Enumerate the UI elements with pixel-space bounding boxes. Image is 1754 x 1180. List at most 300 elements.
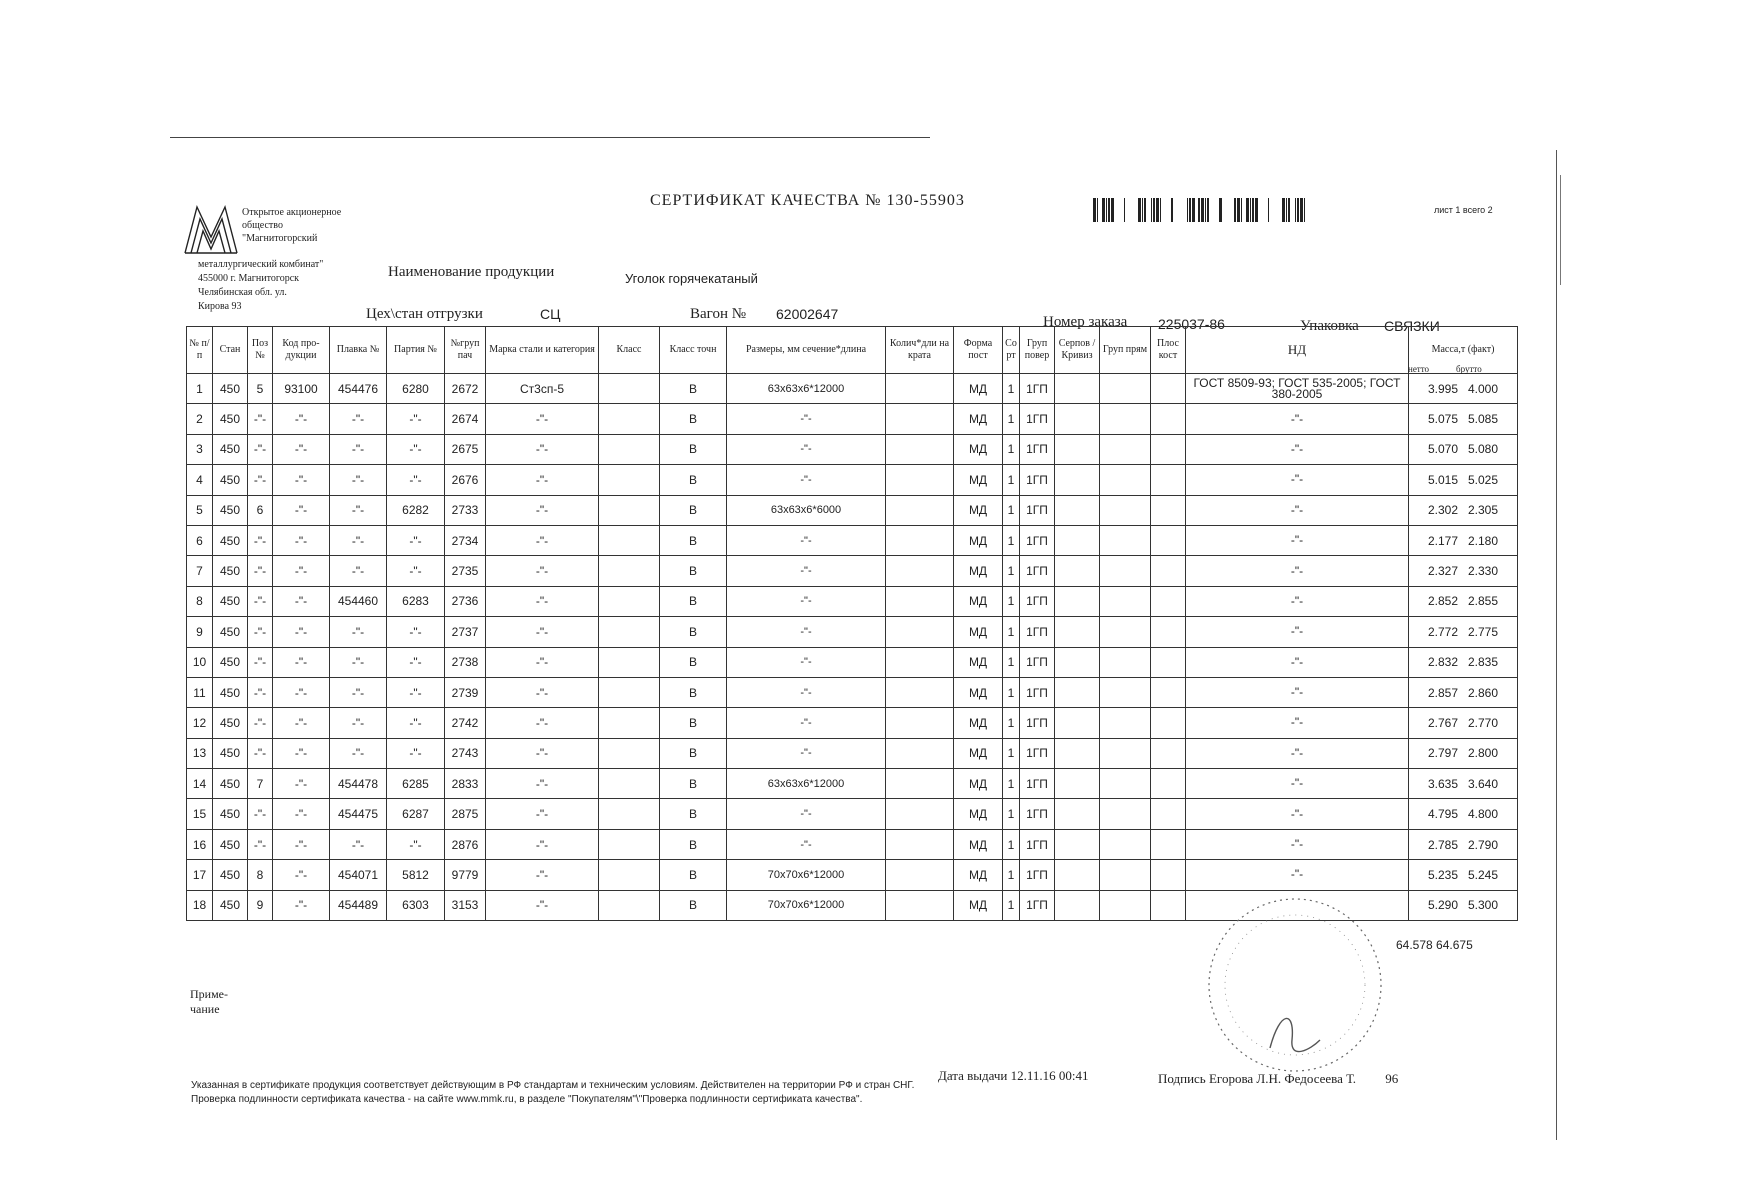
col-header: Груп прям xyxy=(1100,327,1151,374)
cell-camber xyxy=(1055,829,1100,859)
col-header: Код про-дукции xyxy=(273,327,330,374)
table-row xyxy=(187,556,1518,586)
table-row xyxy=(187,829,1518,859)
cell-accuracy-class: В xyxy=(660,495,727,525)
barcode-bar xyxy=(1144,198,1146,222)
cell-camber xyxy=(1055,890,1100,920)
cell-heat-number: -"- xyxy=(330,708,387,738)
mass-net: 2.772 xyxy=(1427,624,1458,639)
cell-position: 7 xyxy=(248,769,273,799)
cell-product-code: -"- xyxy=(273,799,330,829)
cell-standard: -"- xyxy=(1186,860,1409,890)
cell-mill: 450 xyxy=(213,556,248,586)
cell-steel-grade: -"- xyxy=(486,799,599,829)
cell-product-code: -"- xyxy=(273,495,330,525)
mass-net: 2.327 xyxy=(1427,564,1458,579)
cell-product-code: -"- xyxy=(273,769,330,799)
cell-grade: 1 xyxy=(1003,769,1020,799)
cell-grade: 1 xyxy=(1003,617,1020,647)
barcode-bar xyxy=(1153,198,1155,222)
cell-surface-group: 1ГП xyxy=(1020,374,1055,404)
table-row xyxy=(187,647,1518,677)
cell-batch-number: 5812 xyxy=(387,860,445,890)
table-row xyxy=(187,525,1518,555)
cell-standard: -"- xyxy=(1186,465,1409,495)
cell-mill: 450 xyxy=(213,738,248,768)
cell-flatness xyxy=(1151,586,1186,616)
cell-straightness xyxy=(1100,860,1151,890)
cell-mass xyxy=(1409,799,1518,829)
cell-standard: -"- xyxy=(1186,495,1409,525)
wagon-value-text: 62002647 xyxy=(776,306,839,322)
cell-mill: 450 xyxy=(213,860,248,890)
mass-net: 2.857 xyxy=(1427,685,1458,700)
cell-product-code: -"- xyxy=(273,617,330,647)
barcode-bar xyxy=(1205,198,1206,222)
col-header: Масса,т (факт) xyxy=(1409,327,1518,374)
table-row xyxy=(187,677,1518,707)
cell-product-code: -"- xyxy=(273,586,330,616)
table-row xyxy=(187,708,1518,738)
cell-class xyxy=(599,829,660,859)
cell-accuracy-class: В xyxy=(660,404,727,434)
barcode-bar xyxy=(1237,198,1240,222)
cell-row-number: 9 xyxy=(187,617,213,647)
mass-net-label: нетто xyxy=(1408,364,1430,374)
cell-camber xyxy=(1055,738,1100,768)
mass-net: 5.070 xyxy=(1427,442,1458,457)
cell-quantity-length xyxy=(886,860,954,890)
cell-product-code: -"- xyxy=(273,525,330,555)
cell-quantity-length xyxy=(886,769,954,799)
cell-position: -"- xyxy=(248,525,273,555)
cell-standard: -"- xyxy=(1186,769,1409,799)
cell-steel-grade: Ст3сп-5 xyxy=(486,374,599,404)
totals xyxy=(1396,938,1473,952)
cell-accuracy-class: В xyxy=(660,769,727,799)
cell-batch-number: 6287 xyxy=(387,799,445,829)
barcode-icon xyxy=(1093,198,1313,222)
cell-mill: 450 xyxy=(213,525,248,555)
pack-value-text: СВЯЗКИ xyxy=(1384,318,1440,334)
table-row xyxy=(187,769,1518,799)
org-line: общество xyxy=(242,220,283,231)
cell-grade: 1 xyxy=(1003,829,1020,859)
mass-gross: 5.245 xyxy=(1468,867,1499,882)
cell-standard: -"- xyxy=(1186,556,1409,586)
cell-flatness xyxy=(1151,495,1186,525)
product-label: Наименование продукции xyxy=(388,264,555,280)
cell-grade: 1 xyxy=(1003,738,1020,768)
cell-mass xyxy=(1409,677,1518,707)
cell-standard: -"- xyxy=(1186,617,1409,647)
col-header: № п/п xyxy=(187,327,213,374)
cell-camber xyxy=(1055,617,1100,647)
cell-heat-number: 454460 xyxy=(330,586,387,616)
cell-quantity-length xyxy=(886,465,954,495)
cell-steel-grade: -"- xyxy=(486,738,599,768)
mass-gross: 2.790 xyxy=(1468,837,1499,852)
cell-straightness xyxy=(1100,495,1151,525)
cell-flatness xyxy=(1151,617,1186,647)
cell-grade: 1 xyxy=(1003,465,1020,495)
cell-batch-number: -"- xyxy=(387,647,445,677)
barcode-bar xyxy=(1295,198,1296,222)
cell-straightness xyxy=(1100,586,1151,616)
cell-row-number: 4 xyxy=(187,465,213,495)
cell-surface-group: 1ГП xyxy=(1020,434,1055,464)
cell-surface-group: 1ГП xyxy=(1020,769,1055,799)
cell-standard: -"- xyxy=(1186,799,1409,829)
signature-text: Подпись Егорова Л.Н. Федосеева Т. xyxy=(1158,1071,1357,1086)
cell-group-number: 2875 xyxy=(445,799,486,829)
barcode-bar xyxy=(1187,198,1188,222)
cell-surface-group: 1ГП xyxy=(1020,890,1055,920)
barcode-bar xyxy=(1255,198,1258,222)
cell-row-number: 7 xyxy=(187,556,213,586)
cell-delivery-form: МД xyxy=(954,829,1003,859)
barcode-bar xyxy=(1268,198,1269,222)
total-gross: 64.675 xyxy=(1436,938,1473,952)
col-header: Класс точн xyxy=(660,327,727,374)
table-row xyxy=(187,495,1518,525)
cell-mass xyxy=(1409,647,1518,677)
cell-steel-grade: -"- xyxy=(486,860,599,890)
cell-dimensions: -"- xyxy=(727,525,886,555)
cell-class xyxy=(599,799,660,829)
cell-delivery-form: МД xyxy=(954,404,1003,434)
table-row xyxy=(187,374,1518,404)
cell-accuracy-class: В xyxy=(660,860,727,890)
cell-dimensions: -"- xyxy=(727,617,886,647)
cell-flatness xyxy=(1151,860,1186,890)
cell-grade: 1 xyxy=(1003,404,1020,434)
barcode-bar xyxy=(1156,198,1159,222)
cell-position: -"- xyxy=(248,404,273,434)
shop-value xyxy=(540,306,560,324)
col-header: Плос кост xyxy=(1151,327,1186,374)
cell-flatness xyxy=(1151,799,1186,829)
table-row xyxy=(187,434,1518,464)
order-value-text: 225037-86 xyxy=(1158,316,1225,332)
right-edge-line-2 xyxy=(1560,175,1561,285)
cell-row-number: 10 xyxy=(187,647,213,677)
cell-quantity-length xyxy=(886,374,954,404)
cell-dimensions: -"- xyxy=(727,434,886,464)
mass-gross: 4.800 xyxy=(1468,807,1499,822)
mass-net: 2.832 xyxy=(1427,655,1458,670)
cell-position: -"- xyxy=(248,647,273,677)
cell-straightness xyxy=(1100,799,1151,829)
cell-group-number: 2672 xyxy=(445,374,486,404)
pack-label: Упаковка xyxy=(1300,318,1359,334)
cell-row-number: 17 xyxy=(187,860,213,890)
barcode-bar xyxy=(1300,198,1303,222)
cell-standard: -"- xyxy=(1186,677,1409,707)
cell-batch-number: 6303 xyxy=(387,890,445,920)
order-label: Номер заказа xyxy=(1043,314,1128,330)
cell-position: 8 xyxy=(248,860,273,890)
barcode-bar xyxy=(1142,198,1143,222)
col-header: Со рт xyxy=(1003,327,1020,374)
mass-net: 3.635 xyxy=(1427,776,1458,791)
cell-accuracy-class: В xyxy=(660,738,727,768)
barcode-bar xyxy=(1234,198,1236,222)
cell-straightness xyxy=(1100,708,1151,738)
cell-position: 5 xyxy=(248,374,273,404)
cell-grade: 1 xyxy=(1003,677,1020,707)
cell-camber xyxy=(1055,769,1100,799)
cell-position: 6 xyxy=(248,495,273,525)
barcode-bar xyxy=(1297,198,1299,222)
cell-delivery-form: МД xyxy=(954,677,1003,707)
cell-straightness xyxy=(1100,404,1151,434)
cell-group-number: 2736 xyxy=(445,586,486,616)
org-line: Открытое акционерное xyxy=(242,207,342,218)
cell-mill: 450 xyxy=(213,769,248,799)
cell-heat-number: -"- xyxy=(330,434,387,464)
cell-flatness xyxy=(1151,677,1186,707)
col-header: Груп повер xyxy=(1020,327,1055,374)
cell-flatness xyxy=(1151,374,1186,404)
cell-steel-grade: -"- xyxy=(486,434,599,464)
cell-heat-number: 454476 xyxy=(330,374,387,404)
mass-gross: 5.025 xyxy=(1468,472,1499,487)
barcode-bar xyxy=(1282,198,1285,222)
mass-gross: 5.085 xyxy=(1468,412,1499,427)
cell-delivery-form: МД xyxy=(954,769,1003,799)
cell-straightness xyxy=(1100,617,1151,647)
cell-surface-group: 1ГП xyxy=(1020,404,1055,434)
cell-delivery-form: МД xyxy=(954,434,1003,464)
cell-quantity-length xyxy=(886,495,954,525)
cell-surface-group: 1ГП xyxy=(1020,525,1055,555)
cell-flatness xyxy=(1151,525,1186,555)
cell-batch-number: -"- xyxy=(387,434,445,464)
mass-net: 5.290 xyxy=(1427,898,1458,913)
cell-group-number: 2739 xyxy=(445,677,486,707)
cell-delivery-form: МД xyxy=(954,495,1003,525)
cell-delivery-form: МД xyxy=(954,525,1003,555)
cell-dimensions: 63х63х6*6000 xyxy=(727,495,886,525)
mass-gross: 3.640 xyxy=(1468,776,1499,791)
cell-grade: 1 xyxy=(1003,708,1020,738)
table-row xyxy=(187,738,1518,768)
signature-number: 96 xyxy=(1385,1071,1399,1086)
cell-delivery-form: МД xyxy=(954,647,1003,677)
shop-label: Цех\стан отгрузки xyxy=(366,306,483,322)
cell-quantity-length xyxy=(886,708,954,738)
cell-row-number: 12 xyxy=(187,708,213,738)
mass-net: 5.015 xyxy=(1427,472,1458,487)
cell-standard: -"- xyxy=(1186,434,1409,464)
cell-class xyxy=(599,404,660,434)
cell-row-number: 14 xyxy=(187,769,213,799)
barcode-bar xyxy=(1102,198,1105,222)
cell-steel-grade: -"- xyxy=(486,647,599,677)
cell-accuracy-class: В xyxy=(660,617,727,647)
note-label-line: чание xyxy=(190,1002,220,1016)
col-header: Плавка № xyxy=(330,327,387,374)
cell-delivery-form: МД xyxy=(954,586,1003,616)
cell-standard: -"- xyxy=(1186,829,1409,859)
cell-quantity-length xyxy=(886,556,954,586)
cell-heat-number: -"- xyxy=(330,829,387,859)
cell-steel-grade: -"- xyxy=(486,708,599,738)
cell-group-number: 2674 xyxy=(445,404,486,434)
cell-mass xyxy=(1409,708,1518,738)
col-header: Размеры, мм сечение*длина xyxy=(727,327,886,374)
cell-position: -"- xyxy=(248,799,273,829)
cell-surface-group: 1ГП xyxy=(1020,860,1055,890)
total-net: 64.578 xyxy=(1396,938,1433,952)
cell-steel-grade: -"- xyxy=(486,465,599,495)
cell-flatness xyxy=(1151,769,1186,799)
cell-camber xyxy=(1055,860,1100,890)
cell-position: 9 xyxy=(248,890,273,920)
cell-class xyxy=(599,525,660,555)
cell-flatness xyxy=(1151,465,1186,495)
cell-mill: 450 xyxy=(213,465,248,495)
cell-dimensions: -"- xyxy=(727,708,886,738)
cell-delivery-form: МД xyxy=(954,860,1003,890)
cell-dimensions: -"- xyxy=(727,738,886,768)
cell-grade: 1 xyxy=(1003,525,1020,555)
cell-quantity-length xyxy=(886,434,954,464)
cell-accuracy-class: В xyxy=(660,525,727,555)
cell-surface-group: 1ГП xyxy=(1020,799,1055,829)
mass-gross-label: брутто xyxy=(1456,364,1482,374)
mass-net: 2.797 xyxy=(1427,746,1458,761)
cell-accuracy-class: В xyxy=(660,708,727,738)
cell-surface-group: 1ГП xyxy=(1020,708,1055,738)
cell-heat-number: -"- xyxy=(330,617,387,647)
cell-delivery-form: МД xyxy=(954,556,1003,586)
col-header: Стан xyxy=(213,327,248,374)
cell-straightness xyxy=(1100,647,1151,677)
cell-mass xyxy=(1409,769,1518,799)
mass-net: 4.795 xyxy=(1427,807,1458,822)
col-header: НД xyxy=(1186,327,1409,374)
mass-gross: 2.330 xyxy=(1468,564,1499,579)
cell-delivery-form: МД xyxy=(954,374,1003,404)
cell-steel-grade: -"- xyxy=(486,829,599,859)
cell-class xyxy=(599,708,660,738)
mass-gross: 2.855 xyxy=(1468,594,1499,609)
mass-net: 2.852 xyxy=(1427,594,1458,609)
organization-address xyxy=(198,258,388,314)
cell-batch-number: -"- xyxy=(387,738,445,768)
cell-delivery-form: МД xyxy=(954,738,1003,768)
cell-class xyxy=(599,677,660,707)
cell-batch-number: -"- xyxy=(387,617,445,647)
cell-class xyxy=(599,860,660,890)
cell-flatness xyxy=(1151,738,1186,768)
cell-standard: -"- xyxy=(1186,586,1409,616)
cell-mass xyxy=(1409,586,1518,616)
mass-gross: 2.305 xyxy=(1468,503,1499,518)
cell-dimensions: -"- xyxy=(727,465,886,495)
certificate-title: СЕРТИФИКАТ КАЧЕСТВА № 130-55903 xyxy=(650,192,965,209)
cell-steel-grade: -"- xyxy=(486,890,599,920)
right-edge-line xyxy=(1556,150,1557,1140)
mass-gross: 5.080 xyxy=(1468,442,1499,457)
cell-class xyxy=(599,647,660,677)
cell-flatness xyxy=(1151,404,1186,434)
footer-line: Указанная в сертификате продукция соответствует действующим в РФ стандартам и техническим условиям. Действителен на территории РФ и стран СНГ. xyxy=(191,1080,915,1091)
cell-steel-grade: -"- xyxy=(486,495,599,525)
cell-steel-grade: -"- xyxy=(486,404,599,434)
cell-quantity-length xyxy=(886,617,954,647)
cell-product-code: -"- xyxy=(273,677,330,707)
barcode-bar xyxy=(1288,198,1290,222)
cell-group-number: 2734 xyxy=(445,525,486,555)
cell-heat-number: -"- xyxy=(330,525,387,555)
cell-steel-grade: -"- xyxy=(486,586,599,616)
mass-gross: 2.800 xyxy=(1468,746,1499,761)
col-header: №груп пач xyxy=(445,327,486,374)
cell-camber xyxy=(1055,677,1100,707)
mass-net: 2.177 xyxy=(1427,533,1458,548)
cell-batch-number: -"- xyxy=(387,465,445,495)
cell-accuracy-class: В xyxy=(660,374,727,404)
cell-position: -"- xyxy=(248,465,273,495)
cell-delivery-form: МД xyxy=(954,708,1003,738)
mmk-logo-icon xyxy=(183,203,239,255)
cell-heat-number: -"- xyxy=(330,738,387,768)
cell-surface-group: 1ГП xyxy=(1020,647,1055,677)
cell-row-number: 15 xyxy=(187,799,213,829)
cell-mill: 450 xyxy=(213,677,248,707)
barcode-bar xyxy=(1241,198,1242,222)
cell-heat-number: -"- xyxy=(330,404,387,434)
cell-camber xyxy=(1055,434,1100,464)
cell-row-number: 1 xyxy=(187,374,213,404)
cell-grade: 1 xyxy=(1003,890,1020,920)
footer-disclaimer xyxy=(191,1079,914,1107)
cell-product-code: 93100 xyxy=(273,374,330,404)
cell-group-number: 2675 xyxy=(445,434,486,464)
cell-flatness xyxy=(1151,434,1186,464)
cell-row-number: 13 xyxy=(187,738,213,768)
cell-quantity-length xyxy=(886,829,954,859)
barcode-bar xyxy=(1111,198,1114,222)
barcode-bar xyxy=(1097,198,1098,222)
cell-product-code: -"- xyxy=(273,404,330,434)
cell-batch-number: 6285 xyxy=(387,769,445,799)
cell-accuracy-class: В xyxy=(660,799,727,829)
barcode-bar xyxy=(1219,198,1222,222)
signature-line xyxy=(1158,1071,1398,1087)
cell-product-code: -"- xyxy=(273,860,330,890)
mass-gross: 2.770 xyxy=(1468,715,1499,730)
cell-straightness xyxy=(1100,525,1151,555)
barcode-bar xyxy=(1160,198,1161,222)
cell-row-number: 18 xyxy=(187,890,213,920)
mass-gross: 2.835 xyxy=(1468,655,1499,670)
cell-product-code: -"- xyxy=(273,647,330,677)
wagon-value xyxy=(776,306,838,324)
cell-accuracy-class: В xyxy=(660,586,727,616)
cell-row-number: 8 xyxy=(187,586,213,616)
cell-grade: 1 xyxy=(1003,586,1020,616)
mass-gross: 2.860 xyxy=(1468,685,1499,700)
cell-quantity-length xyxy=(886,404,954,434)
cell-mass xyxy=(1409,829,1518,859)
cell-mass xyxy=(1409,617,1518,647)
cell-grade: 1 xyxy=(1003,556,1020,586)
barcode-bar xyxy=(1108,198,1110,222)
